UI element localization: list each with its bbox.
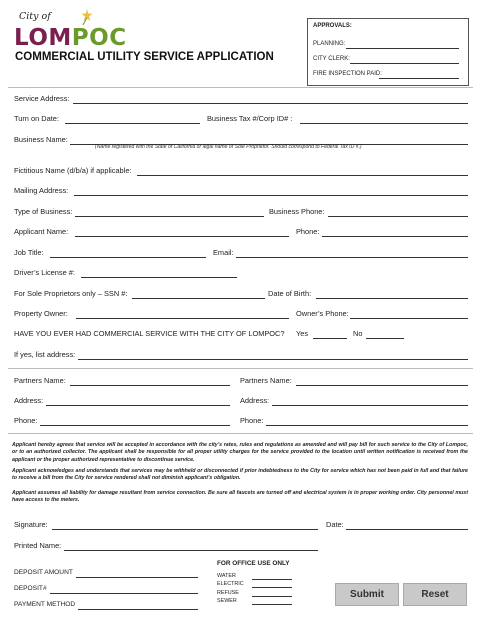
yes-label: Yes: [296, 329, 309, 338]
business-name-label: Business Name:: [14, 135, 68, 144]
business-name-note: (Name registered with the State of California or legal name of Sole Proprietor. Should correspond to Federal Tax ID #.): [95, 144, 362, 150]
if-yes-address-label: If yes, list address:: [14, 350, 76, 359]
approvals-title: APPROVALS:: [313, 23, 352, 29]
applicant-name-field[interactable]: [75, 236, 289, 237]
if-yes-address-field[interactable]: [78, 359, 468, 360]
partner1-address-field[interactable]: [46, 405, 230, 406]
divider: [8, 368, 473, 369]
deposit-amount-field[interactable]: [76, 577, 198, 578]
logo-wordmark: [14, 27, 127, 50]
legal-paragraph-3: Applicant assumes all liability for damage resultant from service connection. Be sure all faucets are turned off and electrical system is in proper working order. City personnel must have access to the meters.: [12, 490, 468, 504]
type-of-business-label: Type of Business:: [14, 207, 73, 216]
email-field[interactable]: [236, 257, 468, 258]
ssn-field[interactable]: [132, 298, 265, 299]
fire-inspection-field[interactable]: [379, 78, 459, 79]
date-label: Date:: [326, 520, 344, 529]
signature-field[interactable]: [52, 529, 318, 530]
electric-field[interactable]: [252, 587, 292, 588]
property-owner-field[interactable]: [76, 318, 289, 319]
partner2-phone-label: Phone:: [240, 416, 264, 425]
partner1-address-label: Address:: [14, 396, 44, 405]
form-title: COMMERCIAL UTILITY SERVICE APPLICATION: [15, 51, 274, 63]
divider: [8, 433, 473, 434]
logo-star-icon: [81, 9, 93, 25]
no-field[interactable]: [366, 338, 404, 339]
water-label: WATER: [217, 573, 236, 579]
deposit-number-label: DEPOSIT#: [14, 585, 47, 592]
applicant-name-label: Applicant Name:: [14, 227, 69, 236]
business-tax-label: Business Tax #/Corp ID# :: [207, 114, 293, 123]
fire-inspection-label: FIRE INSPECTION PAID:: [313, 71, 382, 77]
business-phone-field[interactable]: [328, 216, 468, 217]
mailing-address-label: Mailing Address:: [14, 186, 69, 195]
turn-on-date-field[interactable]: [65, 123, 200, 124]
printed-name-field[interactable]: [64, 550, 318, 551]
partner2-name-label: Partners Name:: [240, 376, 292, 385]
city-clerk-label: CITY CLERK:: [313, 56, 350, 62]
signature-label: Signature:: [14, 520, 48, 529]
no-label: No: [353, 329, 363, 338]
service-address-label: Service Address:: [14, 94, 70, 103]
printed-name-label: Printed Name:: [14, 541, 62, 550]
date-of-birth-field[interactable]: [316, 298, 468, 299]
job-title-field[interactable]: [50, 257, 206, 258]
partner2-name-field[interactable]: [296, 385, 468, 386]
payment-method-field[interactable]: [78, 609, 198, 610]
logo-word-part1: LOM: [14, 25, 72, 51]
service-address-field[interactable]: [73, 103, 468, 104]
prior-service-question: HAVE YOU EVER HAD COMMERCIAL SERVICE WITH THE CITY OF LOMPOC?: [14, 329, 285, 338]
partner2-address-field[interactable]: [272, 405, 468, 406]
partner1-phone-label: Phone:: [14, 416, 38, 425]
drivers-license-field[interactable]: [81, 277, 237, 278]
payment-method-label: PAYMENT METHOD: [14, 601, 76, 608]
fictitious-name-field[interactable]: [137, 175, 468, 176]
legal-paragraph-2: Applicant acknowledges and understands that services may be withheld or disconnected if prior indebtedness to the City for service which has not been paid in full and that failure to receive a bill from the City for service rendered shall not diminish applicant’s obligation.: [12, 468, 468, 482]
deposit-amount-label: DEPOSIT AMOUNT: [14, 569, 73, 576]
partner2-address-label: Address:: [240, 396, 270, 405]
job-title-label: Job Title:: [14, 248, 44, 257]
owners-phone-field[interactable]: [350, 318, 468, 319]
planning-label: PLANNING:: [313, 41, 346, 47]
turn-on-date-label: Turn on Date:: [14, 114, 59, 123]
fictitious-name-label: Fictitious Name (d/b/a) if applicable:: [14, 166, 132, 175]
deposit-number-field[interactable]: [50, 593, 198, 594]
divider: [8, 87, 473, 88]
email-label: Email:: [213, 248, 234, 257]
partner2-phone-field[interactable]: [266, 425, 468, 426]
reset-button[interactable]: Reset: [403, 583, 467, 606]
date-of-birth-label: Date of Birth:: [268, 289, 312, 298]
yes-field[interactable]: [313, 338, 347, 339]
property-owner-label: Property Owner:: [14, 309, 68, 318]
logo-word-part2: POC: [71, 25, 127, 51]
legal-paragraph-1: Applicant hereby agrees that service will be accepted in accordance with the city’s rates, rules and regulations as amended and will pay bill for such service to the City of Lompoc, or to an authorized collector. The applicant shall be responsible for all proper utility charges for the service provided to the location until written notification is received from the applicant or the proper authorized representative to discontinue service.: [12, 442, 468, 463]
logo-city-text: City of: [19, 11, 51, 22]
planning-field[interactable]: [346, 48, 459, 49]
city-clerk-field[interactable]: [350, 63, 459, 64]
phone-field[interactable]: [322, 236, 468, 237]
business-phone-label: Business Phone:: [269, 207, 325, 216]
refuse-field[interactable]: [252, 596, 292, 597]
electric-label: ELECTRIC: [217, 581, 244, 587]
partner1-phone-field[interactable]: [40, 425, 230, 426]
business-tax-field[interactable]: [300, 123, 468, 124]
type-of-business-field[interactable]: [75, 216, 264, 217]
ssn-label: For Sole Proprietors only – SSN #:: [14, 289, 128, 298]
refuse-label: REFUSE: [217, 590, 239, 596]
mailing-address-field[interactable]: [74, 195, 468, 196]
phone-label: Phone:: [296, 227, 320, 236]
sewer-field[interactable]: [252, 604, 292, 605]
drivers-license-label: Driver’s License #:: [14, 268, 75, 277]
sewer-label: SEWER: [217, 598, 237, 604]
water-field[interactable]: [252, 579, 292, 580]
owners-phone-label: Owner’s Phone:: [296, 309, 349, 318]
office-use-title: FOR OFFICE USE ONLY: [217, 560, 290, 567]
partner1-name-field[interactable]: [70, 385, 230, 386]
partner1-name-label: Partners Name:: [14, 376, 66, 385]
date-field[interactable]: [346, 529, 468, 530]
submit-button[interactable]: Submit: [335, 583, 399, 606]
